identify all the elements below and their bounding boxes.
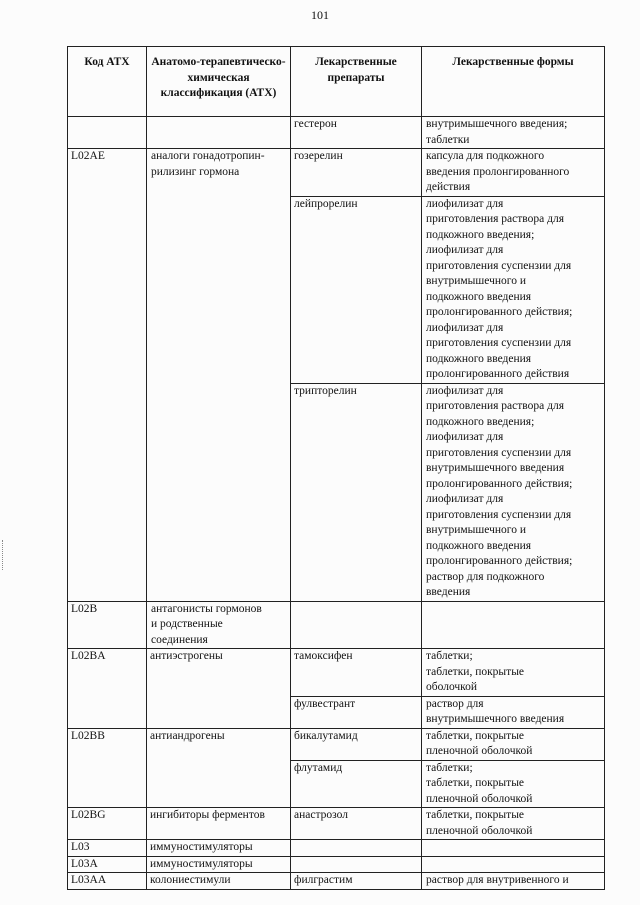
dosage-form-cell: лиофилизат для приготовления раствора для подкожного введения; лиофилизат для приготовления суспензии для внутримышечного введения пролонгированного действия; лиофилизат для приготовления суспензии для внутримышечного и подкожного введения пролонгированного действия; раствор для подкожного введения <box>422 383 605 601</box>
table-row <box>68 840 605 857</box>
drug-cell <box>291 856 422 873</box>
drug-cell: гестерон <box>291 117 422 149</box>
classification-cell: колониестимули <box>147 873 291 890</box>
drug-classification-table <box>67 46 605 890</box>
table-row <box>68 149 605 197</box>
dosage-form-cell: раствор для внутримышечного введения <box>422 696 605 728</box>
classification-cell: ингибиторы ферментов <box>147 808 291 840</box>
table-row <box>68 808 605 840</box>
drug-cell <box>291 601 422 649</box>
atc-code-cell: L02BA <box>68 649 147 729</box>
table-row <box>68 873 605 890</box>
dosage-form-cell <box>422 856 605 873</box>
dosage-form-cell: капсула для подкожного введения пролонгированного действия <box>422 149 605 197</box>
atc-code-cell: L02BB <box>68 728 147 808</box>
drug-cell: бикалутамид <box>291 728 422 760</box>
drug-cell: анастрозол <box>291 808 422 840</box>
drug-cell: тамоксифен <box>291 649 422 697</box>
dosage-form-cell: внутримышечного введения; таблетки <box>422 117 605 149</box>
classification-cell: антиэстрогены <box>147 649 291 729</box>
dosage-form-cell: таблетки; таблетки, покрытые оболочкой <box>422 649 605 697</box>
table-row <box>68 601 605 649</box>
atc-code-cell: L03A <box>68 856 147 873</box>
classification-cell: иммуностимуляторы <box>147 856 291 873</box>
atc-code-cell: L03 <box>68 840 147 857</box>
dosage-form-cell: лиофилизат для приготовления раствора для подкожного введения; лиофилизат для приготовления суспензии для внутримышечного и подкожного введения пролонгированного действия; лиофилизат для приготовления суспензии для подкожного введения пролонгированного действия <box>422 196 605 383</box>
page-number: 101 <box>311 8 329 22</box>
dosage-form-cell: таблетки, покрытые пленочной оболочкой <box>422 728 605 760</box>
atc-code-cell <box>68 117 147 149</box>
classification-cell: антиандрогены <box>147 728 291 808</box>
table-row <box>68 117 605 149</box>
table-row <box>68 728 605 760</box>
drug-cell: лейпрорелин <box>291 196 422 383</box>
header-drugs: Лекарственные препараты <box>291 47 422 117</box>
drug-cell: флутамид <box>291 760 422 808</box>
dosage-form-cell: таблетки; таблетки, покрытые пленочной оболочкой <box>422 760 605 808</box>
classification-cell: иммуностимуляторы <box>147 840 291 857</box>
drug-table-container <box>67 46 605 890</box>
atc-code-cell: L03AA <box>68 873 147 890</box>
drug-cell: трипторелин <box>291 383 422 601</box>
drug-cell: филграстим <box>291 873 422 890</box>
atc-code-cell: L02B <box>68 601 147 649</box>
header-atc-code: Код АТХ <box>68 47 147 117</box>
atc-code-cell: L02AE <box>68 149 147 602</box>
dosage-form-cell: таблетки, покрытые пленочной оболочкой <box>422 808 605 840</box>
table-row <box>68 856 605 873</box>
header-dosage-forms: Лекарственные формы <box>422 47 605 117</box>
atc-code-cell: L02BG <box>68 808 147 840</box>
table-row <box>68 649 605 697</box>
drug-cell: гозерелин <box>291 149 422 197</box>
table-header-row <box>68 47 605 117</box>
classification-cell: антагонисты гормонов и родственные соединения <box>147 601 291 649</box>
drug-cell: фулвестрант <box>291 696 422 728</box>
drug-cell <box>291 840 422 857</box>
classification-cell <box>147 117 291 149</box>
dosage-form-cell: раствор для внутривенного и <box>422 873 605 890</box>
dosage-form-cell <box>422 840 605 857</box>
dosage-form-cell <box>422 601 605 649</box>
binding-marks <box>2 540 6 570</box>
header-classification: Анатомо-терапевтическо-химическая классификация (АТХ) <box>147 47 291 117</box>
classification-cell: аналоги гонадотропин-рилизинг гормона <box>147 149 291 602</box>
